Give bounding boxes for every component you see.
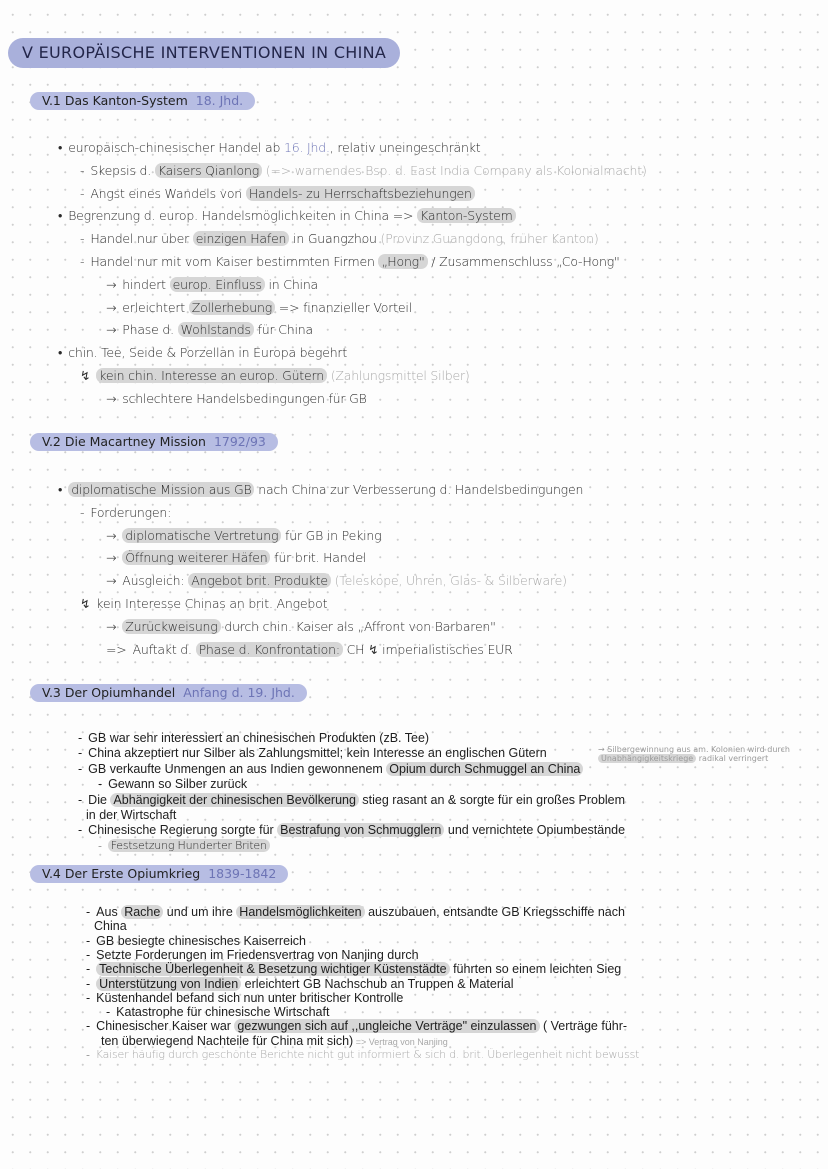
text-segment: für brit. Handel xyxy=(270,550,366,566)
section-heading-3 xyxy=(30,684,307,702)
section-heading-2 xyxy=(30,433,278,451)
list-item xyxy=(58,208,516,223)
bullet-marker: - xyxy=(80,231,85,247)
list-item xyxy=(80,231,599,246)
list-item xyxy=(58,345,347,360)
bullet-marker: - xyxy=(80,254,85,269)
text-segment: Chinesischer Kaiser war xyxy=(96,1019,235,1034)
bullet-marker: • xyxy=(58,140,63,155)
text-segment: in der Wirtschaft xyxy=(86,808,177,822)
heading-text: V.1 Das Kanton-System xyxy=(42,93,188,108)
list-item xyxy=(106,391,367,406)
text-segment: Begrenzung d. europ. Handelsmöglichkeiten in China => xyxy=(68,208,418,224)
side-note xyxy=(598,745,808,763)
list-item xyxy=(101,1034,448,1048)
text-segment: in Guangzhou xyxy=(289,231,381,247)
text-segment: GB war sehr interessiert an chinesischen Produkten (zB. Tee) xyxy=(88,731,430,745)
highlighted-text: Bestrafung von Schmugglern xyxy=(277,823,444,837)
list-item xyxy=(78,823,625,837)
text-segment: Küstenhandel befand sich nun unter britischer Kontrolle xyxy=(96,990,404,1005)
list-item xyxy=(80,505,171,520)
heading-text: V.4 Der Erste Opiumkrieg xyxy=(42,866,201,881)
list-item xyxy=(86,808,176,822)
list-item xyxy=(106,300,412,315)
page-title: V EUROPÄISCHE INTERVENTIONEN IN CHINA xyxy=(8,38,400,68)
list-item xyxy=(98,839,270,852)
text-segment: schlechtere Handelsbedingungen für GB xyxy=(122,390,367,406)
list-item xyxy=(78,793,625,807)
list-item xyxy=(98,777,247,791)
bullet-marker: - xyxy=(86,976,91,991)
arrow-icon: → xyxy=(106,299,117,315)
list-item xyxy=(78,731,429,745)
text-segment: , relativ uneingeschränkt xyxy=(329,140,481,155)
heading-date: Anfang d. 19. Jhd. xyxy=(183,685,295,700)
highlighted-text: Handels- zu Herrschaftsbeziehungen xyxy=(246,186,475,201)
list-item xyxy=(106,277,318,292)
text-segment: / Zusammenschluss „Co-Hong" xyxy=(427,254,620,269)
highlighted-text: Wohlstands xyxy=(178,322,254,337)
text-segment: Auftakt d. xyxy=(132,641,196,657)
list-item xyxy=(106,528,381,543)
text-segment: hindert xyxy=(122,276,170,292)
list-item xyxy=(58,140,480,155)
list-item xyxy=(80,254,620,269)
text-segment: Handel nur mit vom Kaiser bestimmten Firmen xyxy=(90,254,379,269)
bullet-marker: • xyxy=(58,482,63,497)
text-segment: Forderungen: xyxy=(90,504,172,520)
text-segment: führten so einem leichten Sieg xyxy=(449,962,622,977)
heading-text: V.3 Der Opiumhandel xyxy=(42,685,176,700)
list-item xyxy=(106,573,567,588)
bullet-marker: - xyxy=(86,905,91,919)
text-segment: Gewann so Silber zurück xyxy=(108,777,248,792)
highlighted-text: diplomatische Mission aus GB xyxy=(68,482,254,497)
bullet-marker: - xyxy=(86,990,91,1005)
highlighted-text: Angebot brit. Produkte xyxy=(188,573,331,588)
highlighted-text: Abhängigkeit der chinesischen Bevölkerung xyxy=(110,793,359,807)
list-item xyxy=(86,1019,627,1033)
bullet-marker: - xyxy=(106,1005,111,1020)
text-segment: für GB in Peking xyxy=(281,527,382,543)
list-item xyxy=(78,746,547,760)
highlighted-text: Rache xyxy=(121,905,163,919)
list-item xyxy=(80,596,327,611)
text-segment: chin. Tee, Seide & Porzellan in Europa begehrt xyxy=(68,345,348,361)
section-heading-4 xyxy=(30,865,288,883)
bullet-marker: - xyxy=(80,504,85,520)
list-item xyxy=(80,186,475,201)
list-item xyxy=(106,1005,329,1019)
text-segment: und um ihre xyxy=(163,905,237,919)
bullet-marker: - xyxy=(80,185,85,201)
bullet-marker: - xyxy=(98,838,102,852)
text-segment: in China xyxy=(264,276,319,292)
annotation-text: (=> warnendes Bsp. d. East India Company als Kolonialmacht) xyxy=(262,162,647,178)
text-segment: GB verkaufte Unmengen an aus Indien gewonnenem xyxy=(88,761,387,776)
text-segment: Aus xyxy=(96,905,122,919)
bullet-marker: - xyxy=(86,1048,90,1061)
section-heading-1 xyxy=(30,92,255,110)
highlighted-text: Öffnung weiterer Häfen xyxy=(122,550,270,565)
text-segment: Katastrophe für chinesische Wirtschaft xyxy=(116,1005,330,1020)
highlighted-text: Technische Überlegenheit & Besetzung wichtiger Küstenstädte xyxy=(96,962,449,976)
arrow-icon: → xyxy=(106,550,117,566)
list-item xyxy=(106,550,366,565)
text-segment: ten überwiegend Nachteile für China mit sich) xyxy=(101,1033,354,1048)
text-segment: Skepsis d. xyxy=(90,162,155,178)
text-segment: Setzte Forderungen im Friedensvertrag von Nanjing durch xyxy=(96,947,419,962)
list-item xyxy=(94,919,127,933)
bullet-marker: - xyxy=(86,962,91,977)
heading-date: 18. Jhd. xyxy=(195,93,244,108)
text-segment: CH ↯ imperialistisches EUR xyxy=(342,641,513,657)
list-item xyxy=(86,962,621,976)
highlighted-text: einzigen Hafen xyxy=(193,231,289,246)
bullet-marker: - xyxy=(78,823,83,838)
arrow-icon: → xyxy=(106,390,117,406)
text-segment: für China xyxy=(253,322,313,338)
arrow-icon: → xyxy=(106,276,117,292)
heading-text: V.2 Die Macartney Mission xyxy=(42,434,206,449)
bullet-marker: - xyxy=(80,162,85,178)
arrow-icon: → xyxy=(106,527,117,543)
highlighted-text: Kaisers Qianlong xyxy=(155,163,262,178)
list-item xyxy=(80,368,470,383)
highlighted-text: Unterstützung von Indien xyxy=(96,977,241,991)
highlighted-text: Zollerhebung xyxy=(189,300,275,315)
list-item xyxy=(86,948,419,962)
list-item xyxy=(86,905,625,919)
text-segment: Handel nur über xyxy=(90,231,193,247)
highlighted-text: Kanton-System xyxy=(417,208,516,223)
highlighted-text: Handelsmöglichkeiten xyxy=(236,905,364,919)
arrow-icon: → xyxy=(106,322,117,338)
heading-date: 1792/93 xyxy=(213,434,266,449)
bullet-marker: - xyxy=(86,933,91,948)
list-item xyxy=(58,482,583,497)
list-item xyxy=(86,991,403,1005)
highlighted-text: Unabhängigkeitskriege xyxy=(598,754,696,763)
annotation-text: (Teleskope, Uhren, Glas- & Silberware) xyxy=(330,573,567,589)
highlighted-text: „Hong" xyxy=(378,254,427,269)
text-segment: Chinesische Regierung sorgte für xyxy=(88,823,278,838)
bullet-marker: - xyxy=(78,731,83,745)
list-item xyxy=(106,322,313,337)
text-segment: und vernichtete Opiumbestände xyxy=(444,823,626,838)
text-segment: Die xyxy=(88,792,111,807)
list-item xyxy=(106,642,513,657)
bullet-marker: • xyxy=(58,208,63,224)
arrow-icon: => xyxy=(106,641,127,657)
text-segment: China xyxy=(94,919,127,934)
contradiction-icon: ↯ xyxy=(80,596,91,611)
highlighted-text: Phase d. Konfrontation: xyxy=(196,642,343,657)
arrow-icon: → xyxy=(106,573,117,589)
text-segment: → Silbergewinnung aus am. Kolonien wird durch xyxy=(598,745,791,754)
list-item xyxy=(78,762,583,776)
text-segment: radikal verringert xyxy=(696,754,769,763)
bullet-marker: • xyxy=(58,345,63,361)
list-item xyxy=(80,163,647,178)
text-segment: durch chin. Kaiser als „Affront von Barbaren" xyxy=(220,618,496,634)
text-segment: Angst eines Wandels von xyxy=(90,185,246,201)
list-item xyxy=(86,977,514,991)
highlighted-text: europ. Einfluss xyxy=(170,277,265,292)
highlighted-text: Zurückweisung xyxy=(122,619,220,634)
highlighted-text: gezwungen sich auf ,,ungleiche Verträge" einzulassen xyxy=(234,1019,539,1033)
text-segment: => finanzieller Vorteil xyxy=(275,299,412,315)
list-item xyxy=(86,1048,639,1061)
list-item xyxy=(106,619,496,634)
text-segment: ( Verträge führ- xyxy=(539,1019,628,1034)
highlighted-text: Opium durch Schmuggel an China xyxy=(386,762,583,776)
annotation-text: Kaiser häufig durch geschönte Berichte nicht gut informiert & sich d. brit. Überlegenheit nicht bewusst xyxy=(95,1048,640,1061)
text-segment: Ausgleich: xyxy=(122,573,189,589)
annotation-text: => Vertrag von Nanjing xyxy=(353,1036,448,1047)
text-segment: stieg rasant an & sorgte für ein großes Problem xyxy=(358,792,626,807)
heading-date: 1839-1842 xyxy=(208,866,277,881)
highlighted-text: Festsetzung Hunderter Briten xyxy=(108,839,270,852)
bullet-marker: - xyxy=(86,947,91,962)
bullet-marker: - xyxy=(78,792,83,807)
text-segment: GB besiegte chinesisches Kaiserreich xyxy=(96,933,306,948)
text-segment: erleichtert GB Nachschub an Truppen & Material xyxy=(241,976,514,991)
contradiction-icon: ↯ xyxy=(80,368,91,383)
highlighted-text: kein chin. Interesse an europ. Gütern xyxy=(96,368,327,383)
text-segment: Phase d. xyxy=(122,322,178,338)
text-segment: auszubauen, entsandte GB Kriegsschiffe nach xyxy=(364,905,625,919)
text-segment: europäisch-chinesischer Handel ab xyxy=(68,140,284,155)
text-segment: 16. Jhd. xyxy=(284,140,330,155)
text-segment: erleichtert xyxy=(122,299,189,315)
annotation-text: (Zahlungsmittel Silber) xyxy=(326,368,470,383)
bullet-marker: - xyxy=(78,746,83,761)
text-segment: China akzeptiert nur Silber als Zahlungsmittel; kein Interesse an englischen Gütern xyxy=(88,746,547,761)
annotation-text: (Provinz Guangdong, früher Kanton) xyxy=(380,231,599,247)
text-segment: nach China zur Verbesserung d. Handelsbedingungen xyxy=(254,482,584,497)
text-segment: kein Interesse Chinas an brit. Angebot xyxy=(96,596,328,611)
list-item xyxy=(86,934,306,948)
bullet-marker: - xyxy=(78,761,83,776)
bullet-marker: - xyxy=(98,777,103,792)
arrow-icon: → xyxy=(106,618,117,634)
bullet-marker: - xyxy=(86,1019,91,1034)
highlighted-text: diplomatische Vertretung xyxy=(122,528,281,543)
